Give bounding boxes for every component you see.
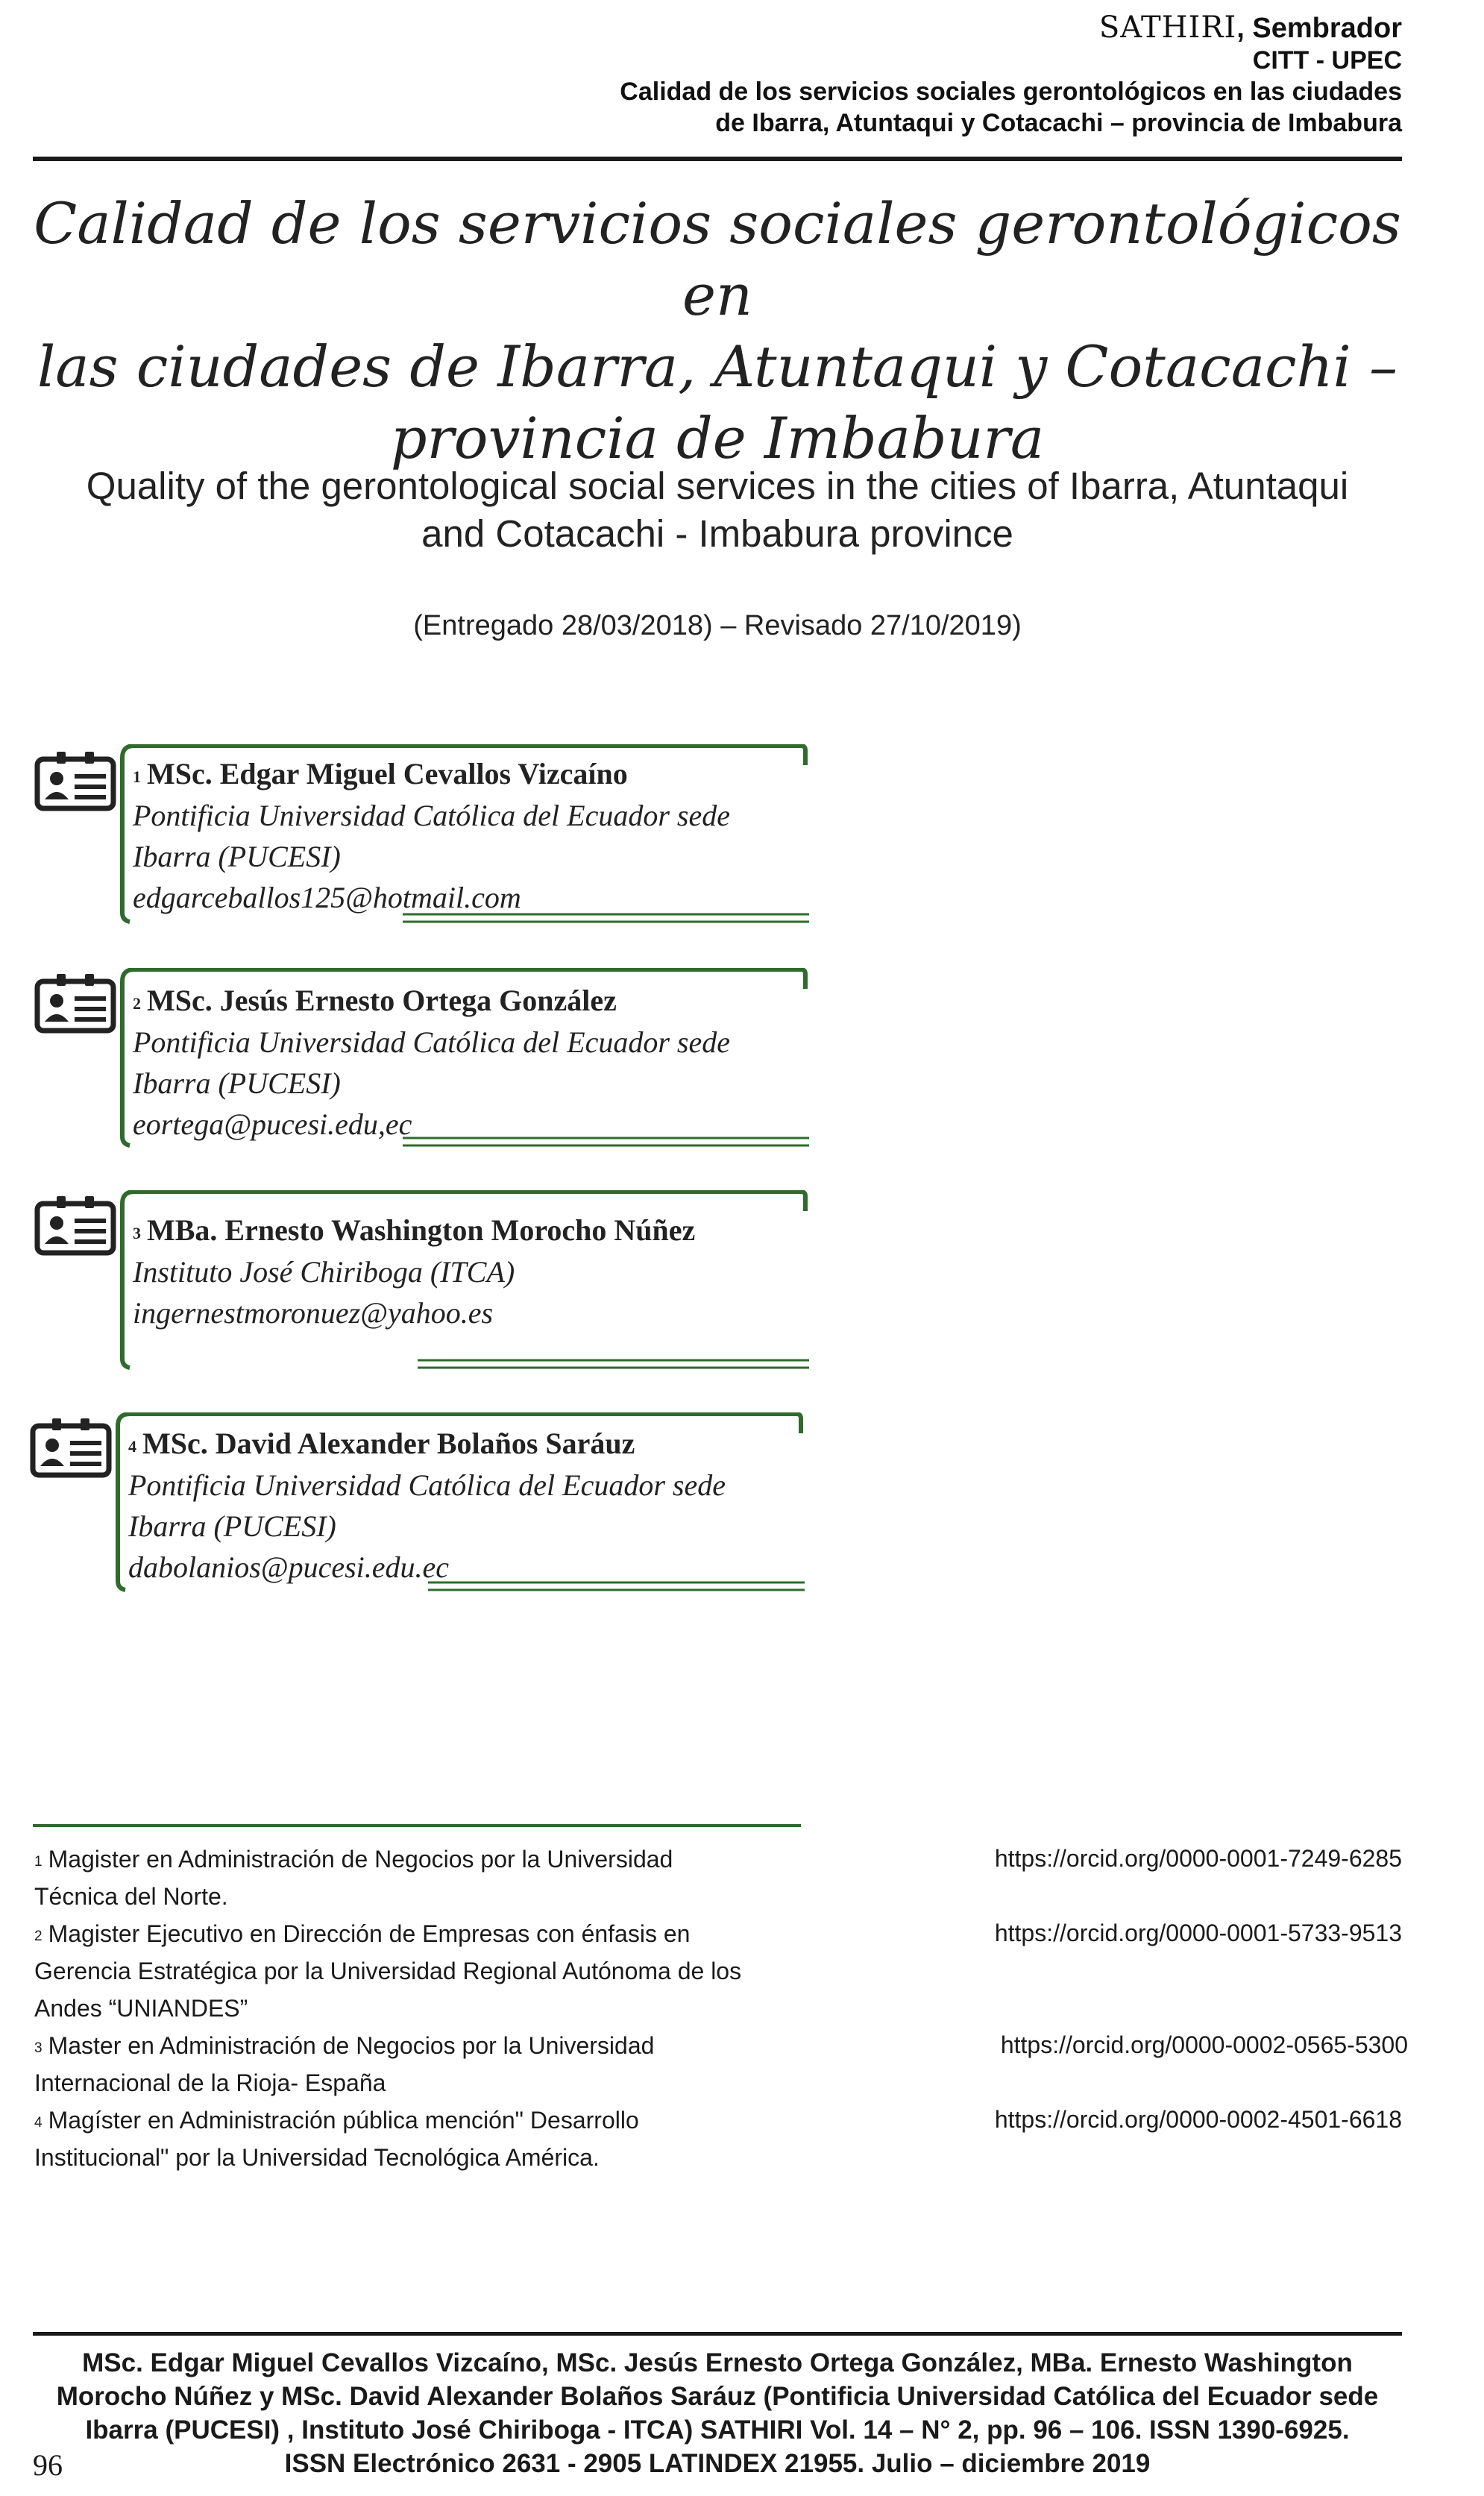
article-title-english	[33, 462, 1402, 558]
footnote-2	[34, 1915, 840, 2027]
title-es-line-1: Calidad de los servicios sociales gerontológicos en	[34, 190, 1401, 328]
author-name-text: MBa. Ernesto Washington Morocho Núñez	[147, 1213, 696, 1247]
title-en-line-1: Quality of the gerontological social services in the cities of Ibarra, Atuntaqui	[86, 465, 1349, 507]
footnote-number: 4	[34, 2115, 43, 2131]
author-email[interactable]: ingernestmoronuez@yahoo.es	[133, 1296, 494, 1330]
author-card-4	[128, 1423, 726, 1588]
citation-block	[33, 2346, 1402, 2480]
journal-name: SATHIRI	[1098, 10, 1237, 45]
footnote-divider	[33, 1824, 801, 1827]
author-name	[133, 980, 730, 1022]
author-name-text: MSc. Jesús Ernesto Ortega González	[147, 984, 617, 1017]
author-number: 4	[128, 1437, 136, 1456]
author-name-text: MSc. Edgar Miguel Cevallos Vizcaíno	[147, 757, 628, 790]
author-card-3	[133, 1210, 695, 1333]
orcid-link-3[interactable]: https://orcid.org/0000-0002-0565-5300	[1000, 2031, 1408, 2058]
footnote-text: Magister en Administración de Negocios por la Universidad	[48, 1846, 673, 1873]
author-affiliation-cont: Ibarra (PUCESI)	[128, 1509, 336, 1543]
journal-suffix: , Sembrador	[1236, 13, 1402, 44]
running-header-title-line2: de Ibarra, Atuntaqui y Cotacachi – provincia de Imbabura	[715, 109, 1402, 137]
article-title-spanish	[33, 188, 1402, 474]
author-affiliation: Pontificia Universidad Católica del Ecuador sede	[133, 799, 730, 832]
footnote-line: Gerencia Estratégica por la Universidad Regional Autónoma de los	[34, 1958, 742, 1984]
citation-line-2: Morocho Núñez y MSc. David Alexander Bolaños Saráuz (Pontificia Universidad Católica del Ecuador sede	[56, 2382, 1379, 2411]
footnote-line	[34, 1915, 840, 1952]
author-number: 3	[133, 1224, 141, 1242]
author-name-text: MSc. David Alexander Bolaños Saráuz	[142, 1427, 635, 1460]
footnote-line: Andes “UNIANDES”	[34, 1995, 248, 2022]
footnote-line: Técnica del Norte.	[34, 1883, 228, 1910]
author-email[interactable]: dabolanios@pucesi.edu.ec	[128, 1550, 450, 1584]
author-affiliation: Pontificia Universidad Católica del Ecuador sede	[128, 1468, 726, 1502]
title-es-line-3: provincia de Imbabura	[390, 405, 1045, 471]
orcid-link-1[interactable]: https://orcid.org/0000-0001-7249-6285	[994, 1845, 1402, 1872]
running-header-journal	[1099, 10, 1402, 45]
submission-dates: (Entregado 28/03/2018) – Revisado 27/10/2019)	[413, 610, 1022, 641]
footnote-line	[34, 1840, 840, 1878]
title-es-line-2: las ciudades de Ibarra, Atuntaqui y Cotacachi –	[37, 333, 1397, 400]
footnote-number: 1	[34, 1854, 43, 1870]
id-card-icon	[34, 750, 116, 811]
footnote-3	[34, 2027, 840, 2102]
citation-line-1: MSc. Edgar Miguel Cevallos Vizcaíno, MSc. Jesús Ernesto Ortega González, MBa. Ernesto Washington	[82, 2348, 1353, 2377]
id-card-icon	[34, 1195, 116, 1256]
id-card-icon	[34, 972, 116, 1034]
title-en-line-2: and Cotacachi - Imbabura province	[421, 512, 1013, 555]
footnote-line	[34, 2027, 840, 2064]
header-divider	[33, 157, 1402, 161]
citation-line-4: ISSN Electrónico 2631 - 2905 LATINDEX 21955. Julio – diciembre 2019	[284, 2449, 1151, 2478]
author-affiliation: Pontificia Universidad Católica del Ecuador sede	[133, 1025, 730, 1059]
footnote-line: Internacional de la Rioja- España	[34, 2069, 386, 2096]
footnote-line	[34, 2102, 840, 2139]
id-card-icon	[30, 1417, 112, 1478]
author-card-1	[133, 753, 730, 918]
author-name	[128, 1423, 726, 1465]
footnote-1	[34, 1840, 840, 1915]
footnote-4	[34, 2102, 840, 2176]
footer-divider	[33, 2332, 1402, 2336]
footnote-number: 2	[34, 1928, 43, 1944]
author-affiliation: Instituto José Chiriboga (ITCA)	[133, 1255, 515, 1289]
running-header-institution: CITT - UPEC	[1252, 46, 1402, 75]
page-number: 96	[33, 2448, 63, 2482]
orcid-link-2[interactable]: https://orcid.org/0000-0001-5733-9513	[994, 1920, 1402, 1946]
footnote-text: Master en Administración de Negocios por la Universidad	[48, 2032, 655, 2059]
author-email[interactable]: eortega@pucesi.edu,ec	[133, 1107, 412, 1141]
citation-line-3: Ibarra (PUCESI) , Instituto José Chiriboga - ITCA) SATHIRI Vol. 14 – N° 2, pp. 96 – 106. ISSN 1390-6925.	[85, 2415, 1350, 2445]
author-number: 1	[133, 767, 141, 786]
author-email[interactable]: edgarceballos125@hotmail.com	[133, 881, 521, 914]
footnote-number: 3	[34, 2040, 43, 2056]
author-affiliation-cont: Ibarra (PUCESI)	[133, 1066, 341, 1100]
author-card-2	[133, 980, 730, 1145]
author-name	[133, 753, 730, 795]
author-name	[133, 1210, 695, 1251]
orcid-link-4[interactable]: https://orcid.org/0000-0002-4501-6618	[994, 2106, 1402, 2133]
footnote-line: Institucional" por la Universidad Tecnológica América.	[34, 2144, 600, 2171]
footnote-text: Magíster en Administración pública mención" Desarrollo	[48, 2107, 639, 2134]
author-number: 2	[133, 994, 141, 1013]
running-header-title-line1: Calidad de los servicios sociales gerontológicos en las ciudades	[620, 78, 1402, 106]
author-affiliation-cont: Ibarra (PUCESI)	[133, 840, 341, 873]
footnote-text: Magister Ejecutivo en Dirección de Empresas con énfasis en	[48, 1920, 691, 1947]
